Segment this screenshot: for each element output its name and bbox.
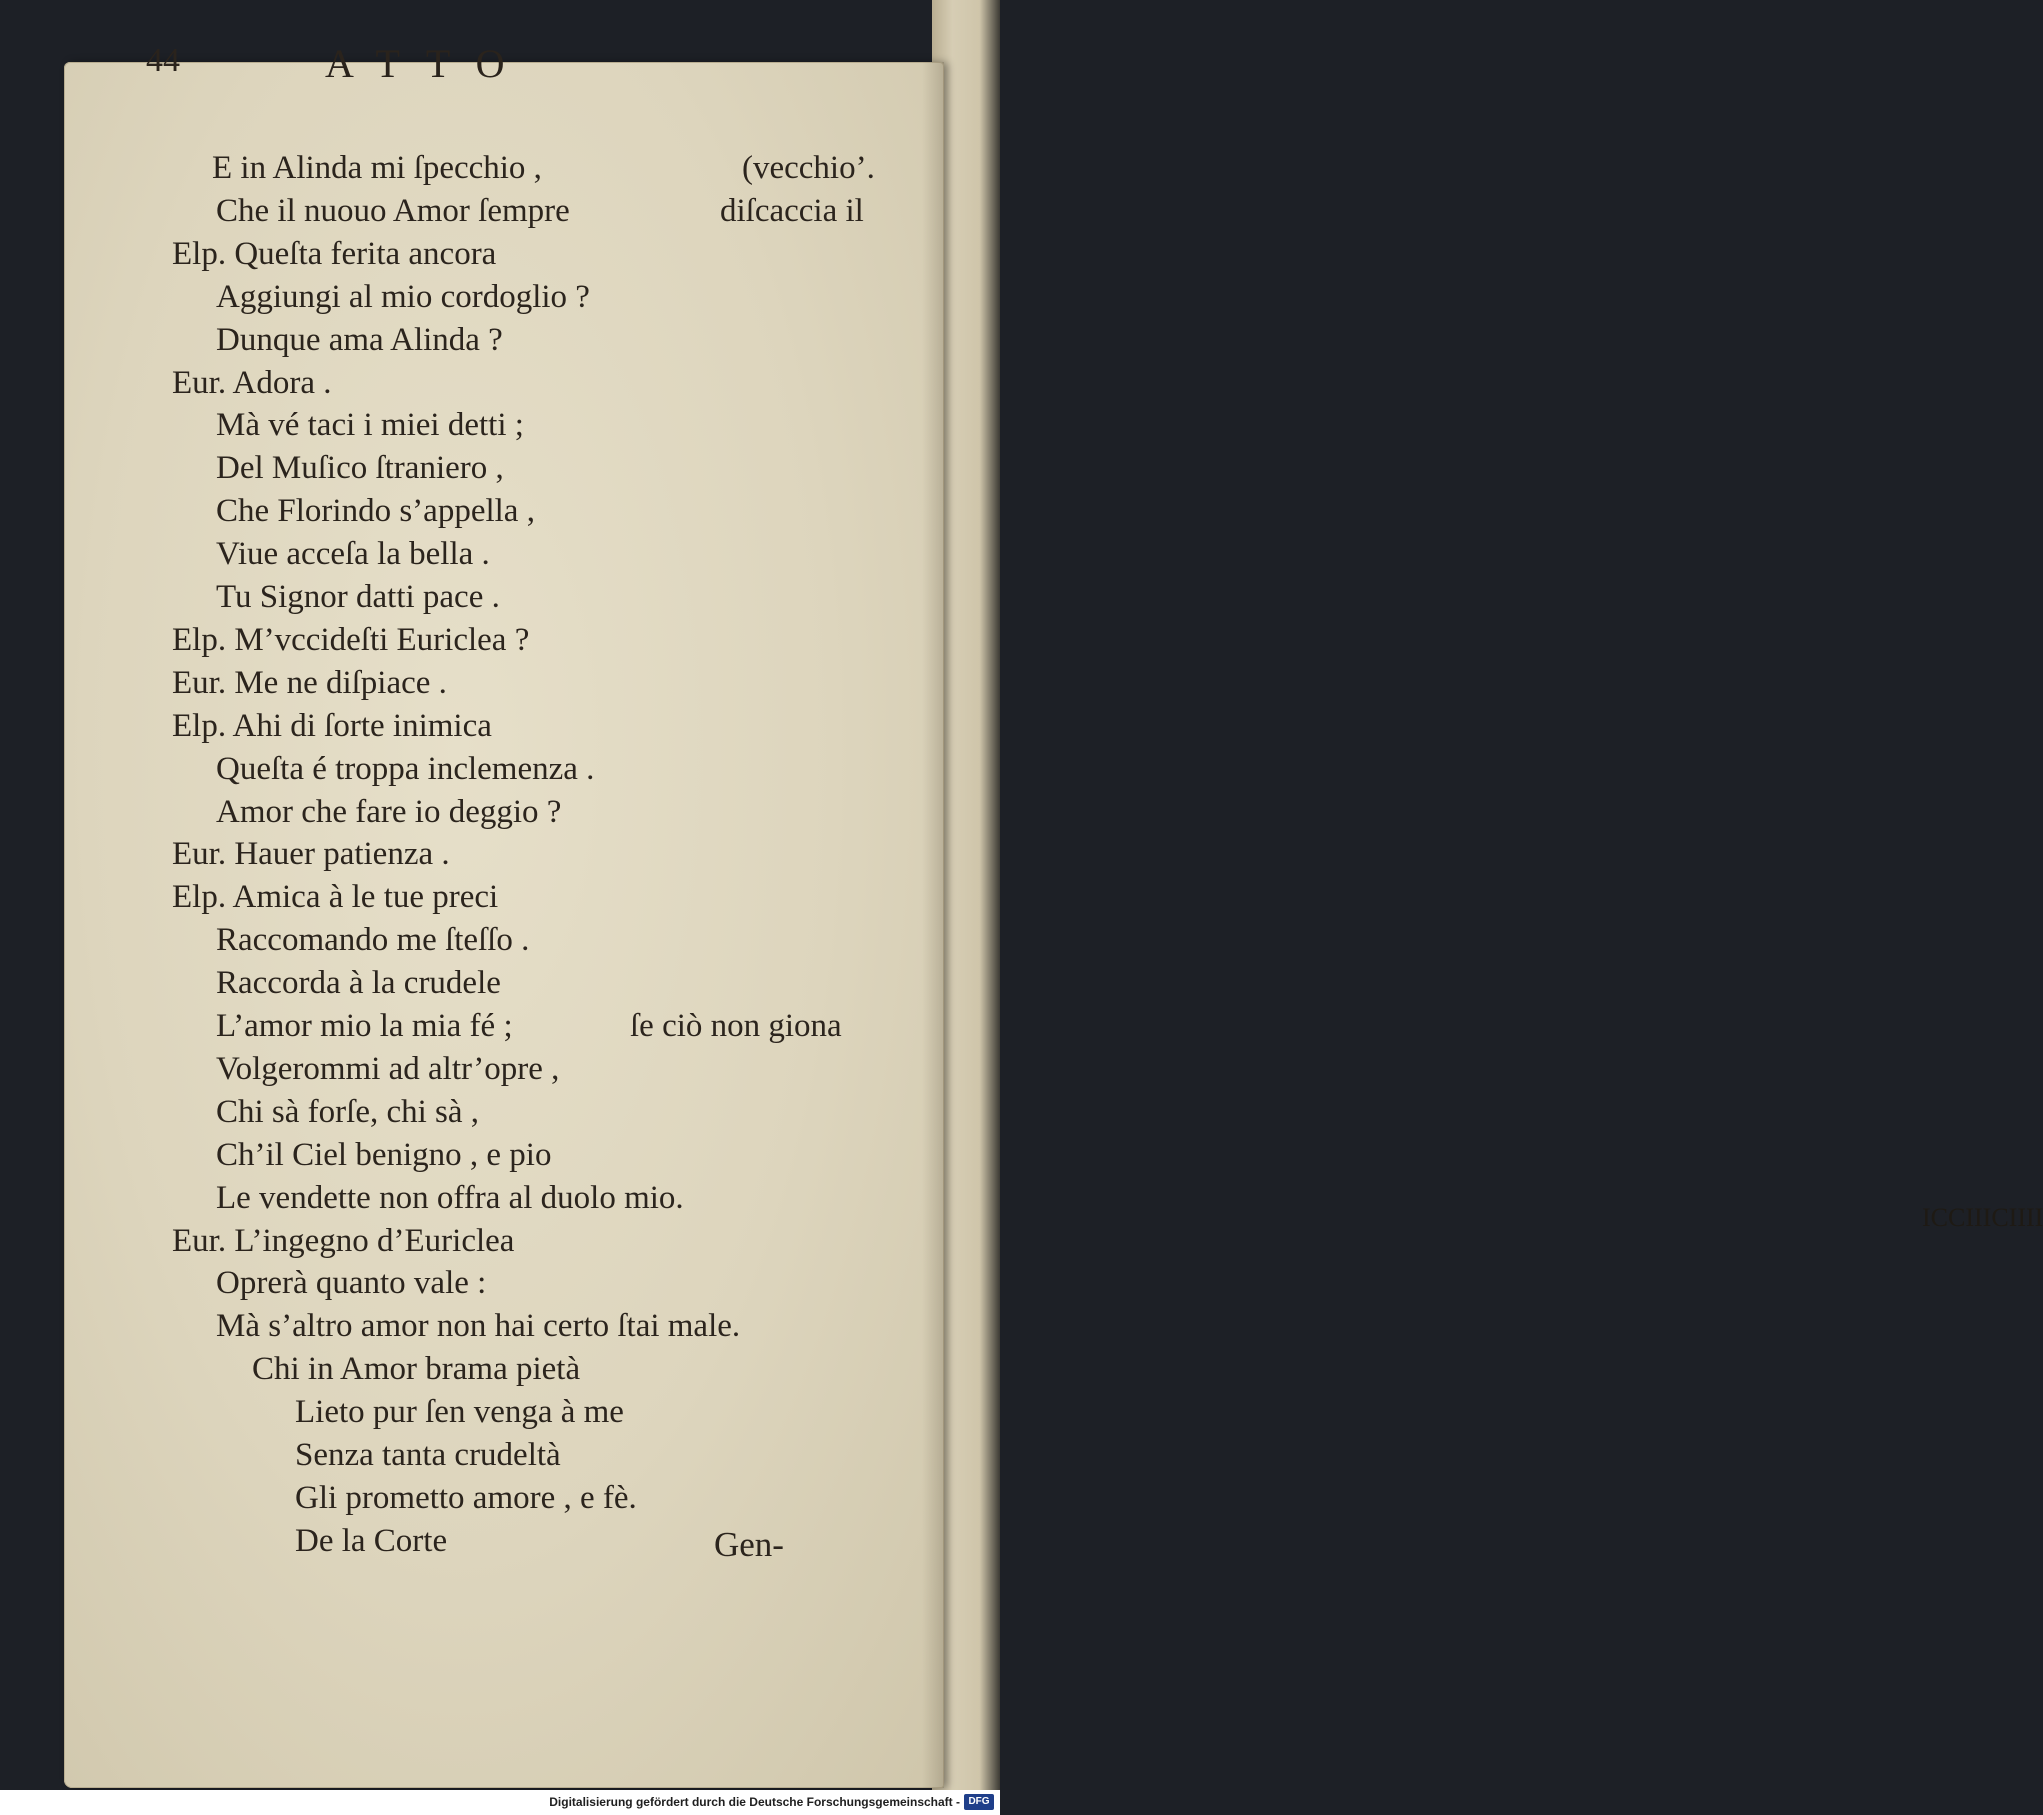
verse-text: Queſta ferita ancora bbox=[234, 235, 497, 272]
catchword: Gen- bbox=[714, 1525, 784, 1564]
speaker-label: Eur. bbox=[172, 836, 227, 873]
text-line bbox=[172, 361, 331, 405]
verse-text: Raccomando me ſteſſo . bbox=[216, 922, 530, 959]
verse-text: Amica à le tue preci bbox=[232, 879, 499, 916]
text-line bbox=[216, 1133, 551, 1177]
verse-text: L’ingegno d’Euriclea bbox=[234, 1222, 515, 1259]
text-line bbox=[172, 661, 447, 705]
verse-text: Che Florindo s’appella , bbox=[216, 493, 535, 530]
verse-text: Me ne diſpiace . bbox=[234, 664, 447, 701]
text-line bbox=[216, 446, 504, 490]
digitization-footer bbox=[0, 1790, 1000, 1815]
text-line bbox=[216, 1090, 479, 1134]
text-line bbox=[216, 790, 561, 834]
text-line bbox=[212, 146, 875, 190]
text-line bbox=[172, 232, 496, 276]
text-line bbox=[172, 704, 492, 748]
text-line bbox=[216, 918, 529, 962]
verse-text: Hauer patienza . bbox=[234, 836, 450, 873]
verse-text: L’amor mio la mia fé ; bbox=[216, 1008, 513, 1044]
verse-text: Ch’il Ciel benigno , e pio bbox=[216, 1136, 552, 1173]
verse-text: Senza tanta crudeltà bbox=[295, 1437, 561, 1473]
text-line bbox=[216, 1176, 684, 1220]
text-line bbox=[172, 618, 529, 662]
verse-text: E in Alinda mi ſpecchio , bbox=[212, 150, 542, 186]
verse-text: Mà s’altro amor non hai certo ſtai male. bbox=[216, 1308, 741, 1345]
verse-text: Adora . bbox=[232, 364, 332, 401]
text-line bbox=[295, 1476, 637, 1520]
adjacent-page-letters: ICCIIICIIII bbox=[1922, 1203, 2043, 1232]
verse-text: Le vendette non offra al duolo mio. bbox=[216, 1179, 684, 1216]
speaker-label: Elp. bbox=[172, 707, 227, 744]
text-line bbox=[172, 1219, 514, 1263]
text-line bbox=[172, 875, 498, 919]
text-line bbox=[216, 275, 590, 319]
speaker-label: Eur. bbox=[172, 364, 227, 401]
text-line bbox=[295, 1390, 624, 1434]
verse-text: Chi in Amor brama pietà bbox=[252, 1351, 581, 1388]
text-line bbox=[216, 403, 524, 447]
text-line bbox=[216, 961, 501, 1005]
verse-text: Gli prometto amore , e fè. bbox=[295, 1479, 637, 1516]
text-line bbox=[216, 189, 864, 233]
verse-text: Viue acceſa la bella . bbox=[216, 536, 490, 573]
text-line bbox=[252, 1347, 580, 1391]
text-line bbox=[216, 489, 535, 533]
text-line bbox=[216, 575, 500, 619]
running-head bbox=[0, 42, 1000, 102]
verse-text: Lieto pur ſen venga à me bbox=[295, 1394, 624, 1431]
speaker-label: Elp. bbox=[172, 621, 227, 658]
speaker-label: Eur. bbox=[172, 1222, 227, 1259]
text-line bbox=[216, 1261, 486, 1305]
speaker-label: Eur. bbox=[172, 664, 227, 701]
footer-credit: Digitalisierung gefördert durch die Deutsche Forschungsgemeinschaft - bbox=[549, 1795, 960, 1809]
verse-text: De la Corte bbox=[295, 1522, 448, 1559]
text-line bbox=[295, 1433, 561, 1477]
page-number: 44 bbox=[146, 42, 180, 79]
page-gutter-shadow bbox=[922, 62, 944, 1788]
turnover-text: diſcaccia il bbox=[720, 192, 864, 229]
speaker-label: Elp. bbox=[172, 879, 227, 916]
running-title: ATTO bbox=[325, 41, 531, 86]
verse-text: Che il nuouo Amor ſempre bbox=[216, 192, 570, 229]
verse-text: Oprerà quanto vale : bbox=[216, 1265, 487, 1302]
text-line bbox=[216, 1004, 842, 1048]
verse-text: Dunque ama Alinda ? bbox=[216, 321, 503, 358]
verse-text: Volgerommi ad altr’opre , bbox=[216, 1050, 560, 1087]
verse-text: Chi sà forſe, chi sà , bbox=[216, 1093, 480, 1130]
text-line bbox=[216, 1047, 559, 1091]
verse-text: Ahi di ſorte inimica bbox=[232, 707, 492, 744]
speaker-label: Elp. bbox=[172, 235, 227, 272]
text-line bbox=[295, 1519, 447, 1563]
verse-text: Mà vé taci i miei detti ; bbox=[216, 407, 524, 444]
dfg-logo: DFG bbox=[964, 1794, 994, 1810]
text-line bbox=[216, 747, 594, 791]
verse-text: Amor che fare io deggio ? bbox=[216, 793, 562, 830]
text-line bbox=[216, 1304, 740, 1348]
turnover-text: ſe ciò non giona bbox=[630, 1008, 842, 1044]
text-line bbox=[172, 832, 450, 876]
verse-text: M’vccideſti Euriclea ? bbox=[234, 621, 530, 658]
text-line bbox=[216, 532, 490, 576]
verse-text: Aggiungi al mio cordoglio ? bbox=[216, 278, 590, 315]
verse-text: Queſta é troppa inclemenza . bbox=[216, 750, 595, 787]
turnover-text: (vecchio’. bbox=[742, 150, 875, 186]
verse-text: Tu Signor datti pace . bbox=[216, 579, 500, 615]
verse-text: Raccorda à la crudele bbox=[216, 965, 501, 1002]
text-line bbox=[216, 318, 503, 362]
verse-text: Del Muſico ſtraniero , bbox=[216, 450, 504, 487]
